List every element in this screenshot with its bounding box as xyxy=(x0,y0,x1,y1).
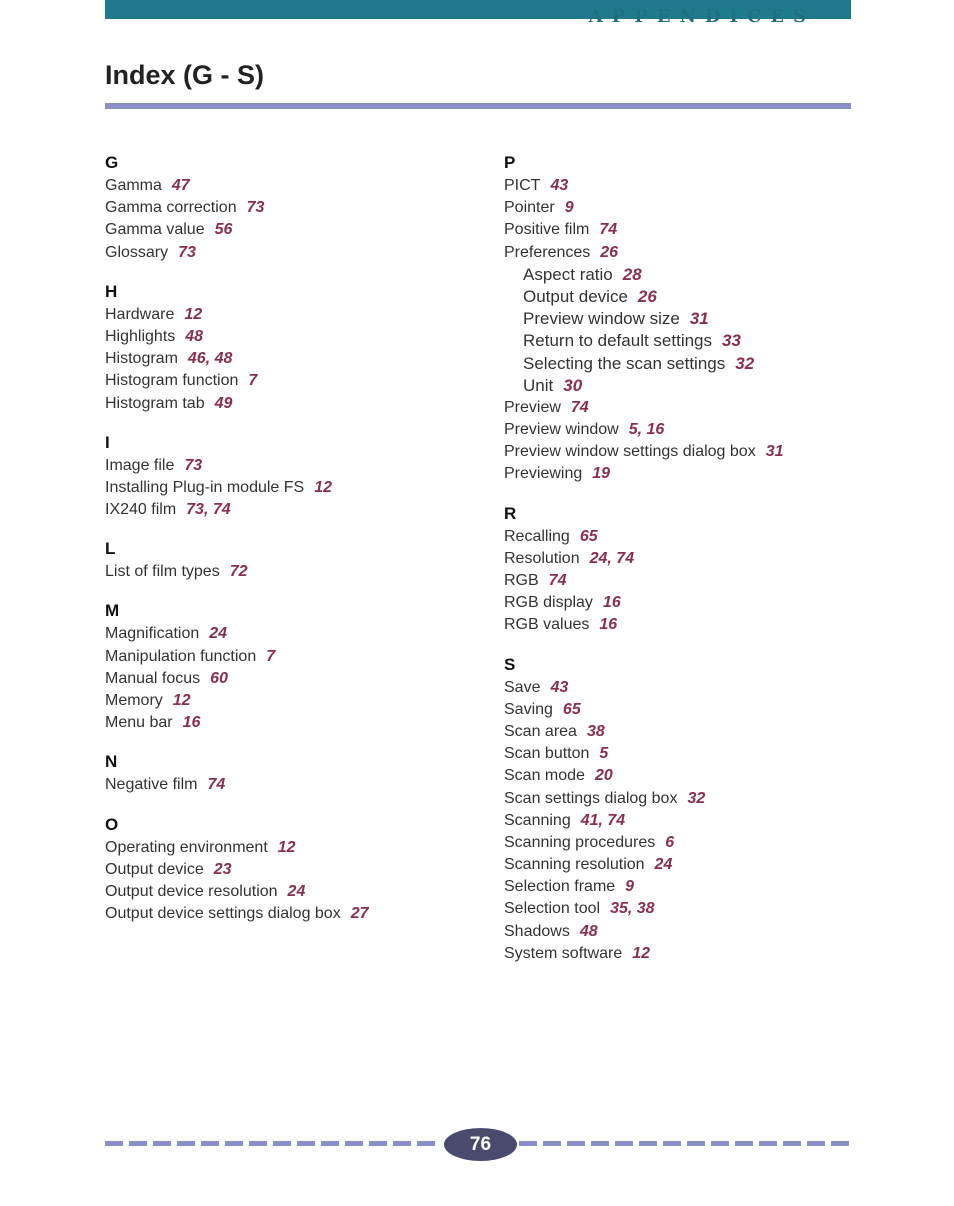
index-entry xyxy=(105,348,369,370)
entry-term: Previewing xyxy=(504,465,583,483)
index-entry xyxy=(105,326,369,348)
index-subentry xyxy=(504,264,783,286)
index-entry xyxy=(504,921,783,943)
entry-term: Selection frame xyxy=(504,878,616,896)
section-label: APPENDICES xyxy=(588,6,815,27)
entry-page-ref[interactable]: 26 xyxy=(637,286,657,306)
index-entry xyxy=(105,774,369,796)
index-entry xyxy=(504,614,783,636)
entry-page-ref[interactable]: 43 xyxy=(550,177,569,194)
entry-page-ref[interactable]: 48 xyxy=(185,327,204,345)
index-entry xyxy=(105,859,369,881)
entry-term: IX240 film xyxy=(105,501,177,519)
entry-term: Gamma correction xyxy=(105,199,237,217)
entry-page-ref[interactable]: 12 xyxy=(277,838,296,856)
entry-page-ref[interactable]: 31 xyxy=(689,309,709,329)
entry-page-ref[interactable]: 27 xyxy=(350,905,369,923)
group-letter: O xyxy=(105,814,119,834)
footer-dash xyxy=(639,1141,657,1146)
entry-term: Gamma xyxy=(105,177,162,194)
entry-page-ref[interactable]: 7 xyxy=(248,372,258,390)
entry-term: System software xyxy=(504,944,623,962)
entry-page-ref[interactable]: 31 xyxy=(765,443,784,461)
index-entry xyxy=(105,499,369,521)
entry-term: Hardware xyxy=(105,305,175,323)
index-entry xyxy=(504,876,783,898)
index-entry xyxy=(105,837,369,859)
index-entry xyxy=(105,304,369,326)
footer-rule-right xyxy=(519,1141,855,1146)
entry-term: Output device xyxy=(523,286,628,306)
footer-dash xyxy=(201,1141,219,1146)
entry-term: List of film types xyxy=(105,563,220,581)
index-entry xyxy=(105,623,369,645)
entry-term: Scan settings dialog box xyxy=(504,789,678,807)
index-entry xyxy=(105,646,369,668)
footer-dash xyxy=(807,1141,825,1146)
entry-term: RGB values xyxy=(504,616,590,634)
index-entry xyxy=(504,788,783,810)
index-group-o xyxy=(105,813,369,926)
index-entry xyxy=(105,455,369,477)
footer-rule-left xyxy=(105,1141,441,1146)
entry-page-ref[interactable]: 23 xyxy=(213,860,232,878)
index-entry xyxy=(105,712,369,734)
entry-term: Scan button xyxy=(504,745,590,763)
footer-dash xyxy=(177,1141,195,1146)
entry-page-ref[interactable]: 16 xyxy=(182,714,201,732)
index-entry xyxy=(504,832,783,854)
page-number: 76 xyxy=(444,1128,517,1161)
footer-dash xyxy=(105,1141,123,1146)
entry-term: Output device xyxy=(105,860,204,878)
index-entry xyxy=(504,592,783,614)
footer-dash xyxy=(543,1141,561,1146)
index-group-h xyxy=(105,280,369,415)
entry-page-ref[interactable]: 48 xyxy=(579,922,598,940)
entry-page-ref[interactable]: 32 xyxy=(687,789,706,807)
index-subentry xyxy=(504,353,783,375)
entry-term: Gamma value xyxy=(105,221,205,239)
footer-dash xyxy=(417,1141,435,1146)
index-subentry xyxy=(504,286,783,308)
entry-page-ref[interactable]: 30 xyxy=(563,375,583,395)
title-rule xyxy=(105,103,851,109)
entry-term: Manipulation function xyxy=(105,647,257,665)
entry-page-ref[interactable]: 12 xyxy=(632,944,651,962)
group-letter: N xyxy=(105,752,118,772)
index-entry xyxy=(105,175,369,197)
entry-term: Unit xyxy=(523,375,554,395)
entry-page-ref[interactable]: 16 xyxy=(602,594,621,612)
footer-dash xyxy=(687,1141,705,1146)
index-group-r xyxy=(504,502,783,637)
entry-page-ref[interactable]: 65 xyxy=(579,527,598,545)
entry-term: Output device resolution xyxy=(105,882,278,900)
footer-dash xyxy=(567,1141,585,1146)
entry-term: Preview window xyxy=(504,421,619,439)
entry-term: Scan area xyxy=(504,722,577,740)
entry-page-ref[interactable]: 32 xyxy=(735,353,755,373)
entry-term: Histogram xyxy=(105,350,178,368)
entry-page-ref[interactable]: 72 xyxy=(229,563,248,581)
entry-term: Preview window settings dialog box xyxy=(504,443,756,461)
index-entry xyxy=(105,881,369,903)
entry-page-ref[interactable]: 20 xyxy=(594,767,613,785)
index-group-i xyxy=(105,431,369,522)
entry-page-ref[interactable]: 73, 74 xyxy=(186,501,231,519)
entry-page-ref[interactable]: 65 xyxy=(562,700,581,718)
page-title: Index (G - S) xyxy=(105,60,265,90)
entry-page-ref[interactable]: 6 xyxy=(665,833,675,851)
entry-term: Scanning procedures xyxy=(504,833,656,851)
entry-page-ref[interactable]: 43 xyxy=(550,678,569,696)
entry-page-ref[interactable]: 5, 16 xyxy=(628,421,665,439)
index-entry xyxy=(504,854,783,876)
entry-term: PICT xyxy=(504,177,541,194)
footer-dash xyxy=(393,1141,411,1146)
entry-term: Scan mode xyxy=(504,767,585,785)
entry-term: Scanning xyxy=(504,811,571,829)
footer-dash xyxy=(519,1141,537,1146)
index-entry xyxy=(504,570,783,592)
entry-term: Highlights xyxy=(105,327,176,345)
index-entry xyxy=(105,393,369,415)
entry-page-ref[interactable]: 33 xyxy=(722,331,741,351)
footer-dash xyxy=(711,1141,729,1146)
entry-term: Preferences xyxy=(504,243,591,261)
index-subentry xyxy=(504,308,783,330)
entry-term: Preview window size xyxy=(523,309,680,329)
entry-page-ref[interactable]: 24 xyxy=(209,625,228,643)
index-entry xyxy=(105,690,369,712)
entry-term: Manual focus xyxy=(105,669,201,687)
index-entry xyxy=(105,561,369,583)
footer-dash xyxy=(369,1141,387,1146)
index-entry xyxy=(105,668,369,690)
footer-dash xyxy=(129,1141,147,1146)
entry-page-ref[interactable]: 60 xyxy=(210,669,228,687)
entry-term: Saving xyxy=(504,700,553,718)
entry-page-ref[interactable]: 74 xyxy=(570,398,589,416)
entry-page-ref[interactable]: 24 xyxy=(287,882,306,900)
index-entry xyxy=(105,477,369,499)
index-entry xyxy=(504,419,783,441)
entry-page-ref[interactable]: 49 xyxy=(214,394,233,412)
entry-page-ref[interactable]: 74 xyxy=(207,776,226,794)
entry-page-ref[interactable]: 73 xyxy=(184,456,203,474)
index-entry xyxy=(504,743,783,765)
entry-page-ref[interactable]: 5 xyxy=(599,745,609,763)
entry-page-ref[interactable]: 24 xyxy=(654,856,673,874)
entry-term: Return to default settings xyxy=(523,331,713,351)
footer-dash xyxy=(249,1141,267,1146)
index-entry xyxy=(105,242,369,264)
entry-term: Resolution xyxy=(504,549,580,567)
entry-term: Histogram function xyxy=(105,372,239,390)
index-subentry xyxy=(504,330,783,352)
entry-page-ref[interactable]: 56 xyxy=(214,221,233,239)
footer-dash xyxy=(783,1141,801,1146)
index-column-right xyxy=(504,151,783,981)
entry-term: Output device settings dialog box xyxy=(105,905,341,923)
index-entry xyxy=(504,898,783,920)
entry-page-ref[interactable]: 9 xyxy=(564,199,574,217)
entry-term: Selection tool xyxy=(504,900,601,918)
entry-page-ref[interactable]: 47 xyxy=(171,177,190,194)
entry-term: Shadows xyxy=(504,922,570,940)
footer-dash xyxy=(297,1141,315,1146)
footer-dash xyxy=(321,1141,339,1146)
index-entry xyxy=(504,219,783,241)
footer-dash xyxy=(153,1141,171,1146)
group-letter: I xyxy=(105,432,110,452)
entry-term: Memory xyxy=(105,692,163,709)
entry-term: Operating environment xyxy=(105,838,268,856)
index-entry xyxy=(504,441,783,463)
entry-page-ref[interactable]: 73 xyxy=(246,199,265,217)
index-group-p xyxy=(504,151,783,486)
footer-dash xyxy=(591,1141,609,1146)
entry-page-ref[interactable]: 74 xyxy=(548,572,567,589)
entry-term: Save xyxy=(504,678,541,696)
entry-term: RGB display xyxy=(504,594,593,612)
entry-page-ref[interactable]: 12 xyxy=(172,692,191,709)
index-entry xyxy=(504,943,783,965)
entry-page-ref[interactable]: 16 xyxy=(599,616,618,634)
index-entry xyxy=(105,219,369,241)
index-group-l xyxy=(105,537,369,583)
index-entry xyxy=(504,397,783,419)
index-entry xyxy=(504,526,783,548)
entry-page-ref[interactable]: 9 xyxy=(625,878,635,896)
index-entry xyxy=(105,370,369,392)
entry-page-ref[interactable]: 35, 38 xyxy=(610,900,655,918)
footer-dash xyxy=(759,1141,777,1146)
entry-term: Installing Plug-in module FS xyxy=(105,478,305,496)
index-entry xyxy=(504,175,783,197)
index-entry xyxy=(504,242,783,264)
entry-term: Histogram tab xyxy=(105,394,205,412)
footer-dash xyxy=(615,1141,633,1146)
entry-page-ref[interactable]: 46, 48 xyxy=(187,350,233,368)
entry-page-ref[interactable]: 7 xyxy=(266,647,276,665)
entry-page-ref[interactable]: 73 xyxy=(178,243,196,261)
group-letter: L xyxy=(105,539,116,559)
index-entry xyxy=(504,699,783,721)
index-entry xyxy=(504,463,783,485)
entry-term: Recalling xyxy=(504,527,570,545)
entry-page-ref[interactable]: 19 xyxy=(592,465,611,483)
entry-term: Pointer xyxy=(504,199,555,217)
footer-dash xyxy=(345,1141,363,1146)
index-entry xyxy=(504,677,783,699)
entry-term: Positive film xyxy=(504,221,590,239)
footer-dash xyxy=(273,1141,291,1146)
index-entry xyxy=(504,765,783,787)
entry-term: RGB xyxy=(504,572,539,589)
index-group-g xyxy=(105,151,369,264)
group-letter: R xyxy=(504,503,517,523)
entry-term: Glossary xyxy=(105,243,169,261)
index-subentry xyxy=(504,375,783,397)
entry-term: Magnification xyxy=(105,625,200,643)
group-letter: M xyxy=(105,601,120,621)
entry-term: Selecting the scan settings xyxy=(523,353,726,373)
index-entry xyxy=(504,721,783,743)
footer-dash xyxy=(663,1141,681,1146)
entry-term: Preview xyxy=(504,398,561,416)
entry-term: Aspect ratio xyxy=(523,264,613,284)
index-entry xyxy=(504,548,783,570)
entry-page-ref[interactable]: 24, 74 xyxy=(589,549,635,567)
group-letter: S xyxy=(504,654,516,674)
index-entry xyxy=(504,197,783,219)
entry-page-ref[interactable]: 12 xyxy=(184,305,203,323)
footer-dash xyxy=(831,1141,849,1146)
entry-page-ref[interactable]: 41, 74 xyxy=(580,811,626,829)
index-group-m xyxy=(105,599,369,734)
group-letter: P xyxy=(504,153,516,172)
group-letter: H xyxy=(105,281,118,301)
entry-term: Scanning resolution xyxy=(504,856,645,874)
entry-term: Menu bar xyxy=(105,714,173,732)
footer-dash xyxy=(225,1141,243,1146)
footer-dash xyxy=(735,1141,753,1146)
index-entry xyxy=(504,810,783,832)
entry-page-ref[interactable]: 74 xyxy=(599,221,618,239)
entry-page-ref[interactable]: 28 xyxy=(622,264,642,284)
index-column-left xyxy=(105,151,369,941)
entry-term: Negative film xyxy=(105,776,198,794)
index-group-n xyxy=(105,750,369,796)
group-letter: G xyxy=(105,153,119,172)
index-entry xyxy=(105,197,369,219)
entry-page-ref[interactable]: 12 xyxy=(314,478,333,496)
entry-term: Image file xyxy=(105,456,175,474)
entry-page-ref[interactable]: 38 xyxy=(586,722,605,740)
index-entry xyxy=(105,903,369,925)
index-group-s xyxy=(504,653,783,965)
entry-page-ref[interactable]: 26 xyxy=(600,243,619,261)
